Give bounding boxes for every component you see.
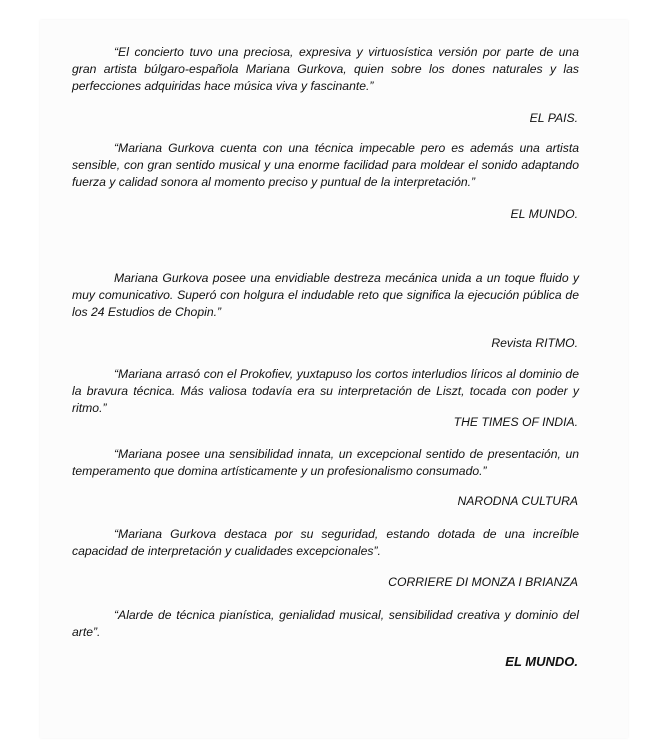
review-quote-7-text: “Alarde de técnica pianística, genialidad musical, sensibilidad creativa y dominio del arte”.	[72, 608, 579, 639]
review-quote-3-text: Mariana Gurkova posee una envidiable destreza mecánica unida a un toque fluido y muy comunicativo. Superó con holgura el indudable reto que significa la ejecución pública de los 24 Estudios de Chopin.”	[72, 271, 579, 319]
review-source-4: THE TIMES OF INDIA.	[453, 415, 578, 429]
review-quote-6	[72, 526, 579, 560]
review-quote-1	[72, 44, 579, 95]
review-source-2: EL MUNDO.	[510, 207, 578, 221]
review-quote-5-text: “Mariana posee una sensibilidad innata, un excepcional sentido de presentación, un temperamento que domina artísticamente y un profesionalismo consumado.”	[72, 447, 579, 478]
review-quote-4	[72, 366, 579, 417]
review-quote-7	[72, 607, 579, 641]
review-quote-3	[72, 270, 579, 321]
review-quote-4-text: “Mariana arrasó con el Prokofiev, yuxtapuso los cortos interludios líricos al dominio de la bravura técnica. Más valiosa todavía era su interpretación de Liszt, tocada con poder y ritmo.”	[72, 367, 579, 415]
review-quote-2-text: “Mariana Gurkova cuenta con una técnica impecable pero es además una artista sensible, con gran sentido musical y una enorme facilidad para moldear el sonido adaptando fuerza y calidad sonora al momento preciso y puntual de la interpretación.”	[72, 141, 579, 189]
review-source-3: Revista RITMO.	[491, 336, 578, 350]
review-source-7: EL MUNDO.	[505, 654, 578, 669]
review-quote-5	[72, 446, 579, 480]
review-quote-1-text: “El concierto tuvo una preciosa, expresiva y virtuosística versión por parte de una gran artista búlgaro-española Mariana Gurkova, quien sobre los dones naturales y las perfecciones adquiridas hace música viva y fascinante.”	[72, 45, 579, 93]
review-source-5: NARODNA CULTURA	[457, 494, 578, 508]
review-quote-6-text: “Mariana Gurkova destaca por su seguridad, estando dotada de una increíble capacidad de interpretación y cualidades excepcionales”.	[72, 527, 579, 558]
review-quote-2	[72, 140, 579, 191]
review-source-1: EL PAIS.	[529, 111, 578, 125]
review-source-6: CORRIERE DI MONZA I BRIANZA	[388, 575, 578, 589]
